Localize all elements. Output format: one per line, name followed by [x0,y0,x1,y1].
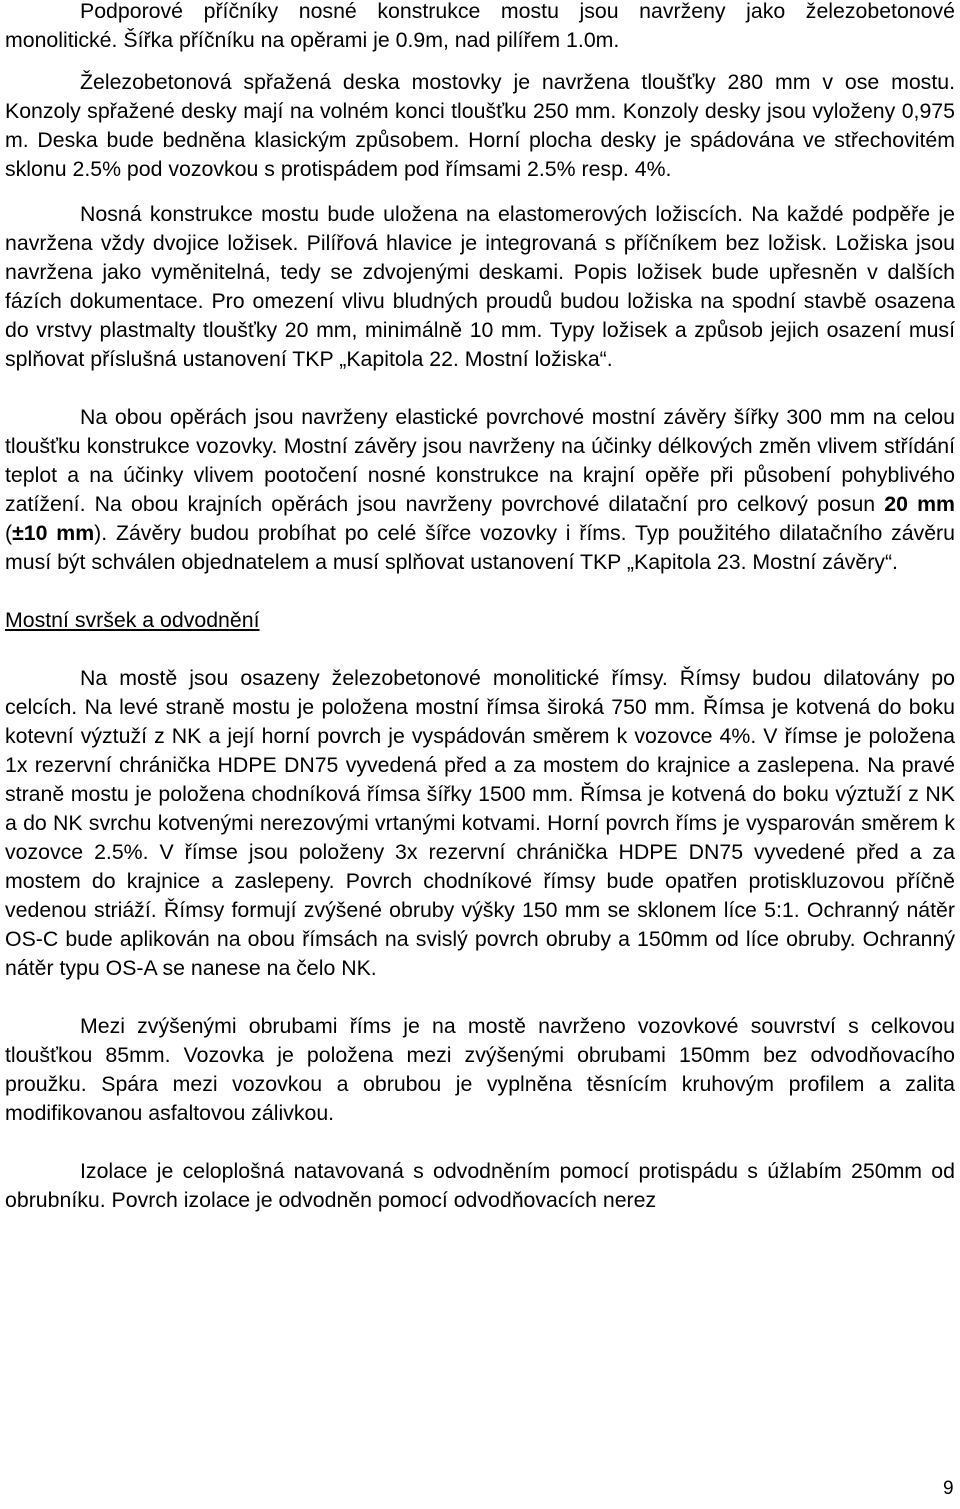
paragraph-text-part3: ). Závěry budou probíhat po celé šířce vozovky i říms. Typ použitého dilatačního závěru musí být schválen objednatelem a musí splňovat ustanovení TKP „Kapitola 23. Mostní závěry“. [5,521,955,574]
paragraph-text: Nosná konstrukce mostu bude uložena na elastomerových ložiscích. Na každé podpěře je navržena vždy dvojice ložisek. Pilířová hlavice je integrovaná s příčníkem bez ložisk. Ložiska jsou navržena jako vyměnitelná, tedy se zdvojenými deskami. Popis ložisek bude upřesněn v dalších fázích dokumentace. Pro omezení vlivu bludných proudů budou ložiska na spodní stavbě osazena do vrstvy plastmalty tloušťky 20 mm, minimálně 10 mm. Typy ložisek a způsob jejich osazení musí splňovat příslušná ustanovení TKP „Kapitola 22. Mostní ložiska“. [5,202,955,371]
paragraph-text: Podporové příčníky nosné konstrukce mostu jsou navrženy jako železobetonové monolitické. Šířka příčníku na opěrami je 0.9m, nad pilířem 1.0m. [5,0,955,52]
paragraph-pavement [5,1012,955,1128]
paragraph-text: Mezi zvýšenými obrubami říms je na mostě navrženo vozovkové souvrství s celkovou tloušťkou 85mm. Vozovka je položena mezi zvýšenými obrubami 150mm bez odvodňovacího proužku. Spára mezi vozovkou a obrubou je vyplněna těsnícím kruhovým profilem a zalita modifikovanou asfaltovou zálivkou. [5,1014,955,1125]
paragraph-insulation [5,1157,955,1215]
paragraph-bearings [5,200,955,374]
paragraph-text: Železobetonová spřažená deska mostovky je navržena tloušťky 280 mm v ose mostu. Konzoly spřažené desky mají na volném konci tloušťku 250 mm. Konzoly desky jsou vyloženy 0,975 m. Deska bude bedněna klasickým způsobem. Horní plocha desky je spádována ve střechovitém sklonu 2.5% pod vozovkou s protispádem pod římsami 2.5% resp. 4%. [5,70,955,181]
paragraph-bold-tolerance: ±10 mm [12,521,95,545]
section-heading: Mostní svršek a odvodnění [5,608,260,632]
document-page [5,0,955,1215]
paragraph-cornices [5,664,955,983]
paragraph-bold-displacement: 20 mm [884,492,955,516]
paragraph-text-part1: Na obou opěrách jsou navrženy elastické povrchové mostní závěry šířky 300 mm na celou tloušťku konstrukce vozovky. Mostní závěry jsou navrženy na účinky délkových změn vlivem střídání teplot a na účinky vlivem pootočení nosné konstrukce na krajní opěře při působení pohyblivého zatížení. Na obou krajních opěrách jsou navrženy povrchové dilatační pro celkový posun [5,405,955,516]
paragraph-text: Izolace je celoplošná natavovaná s odvodněním pomocí protispádu s úžlabím 250mm od obrubníku. Povrch izolace je odvodněn pomocí odvodňovacích nerez [5,1159,955,1212]
paragraph-deck-slab [5,68,955,184]
paragraph-crossbeams [5,0,955,55]
page-number: 9 [943,1478,954,1499]
paragraph-text: Na mostě jsou osazeny železobetonové monolitické římsy. Římsy budou dilatovány po celcích. Na levé straně mostu je položena mostní římsa široká 750 mm. Římsa je kotvená do boku kotevní výztuží z NK a její horní povrch je vyspádován směrem k vozovce 4%. V římse je položena 1x rezervní chránička HDPE DN75 vyvedená před a za mostem do krajnice a zaslepena. Na pravé straně mostu je položena chodníková římsa šířky 1500 mm. Římsa je kotvená do boku výztuží z NK a do NK svrchu kotvenými nerezovými vrtanými kotvami. Horní povrch říms je vysparován směrem k vozovce 2.5%. V římse jsou položeny 3x rezervní chránička HDPE DN75 vyvedené před a za mostem do krajnice a zaslepeny. Povrch chodníkové římsy bude opatřen protiskluzovou příčně vedenou striáží. Římsy formují zvýšené obruby výšky 150 mm se sklonem líce 5:1. Ochranný nátěr OS-C bude aplikován na obou římsách na svislý povrch obruby a 150mm od líce obruby. Ochranný nátěr typu OS-A se nanese na čelo NK. [5,666,955,980]
paragraph-expansion-joints [5,403,955,577]
paragraph-text-part2: ( [5,521,13,545]
